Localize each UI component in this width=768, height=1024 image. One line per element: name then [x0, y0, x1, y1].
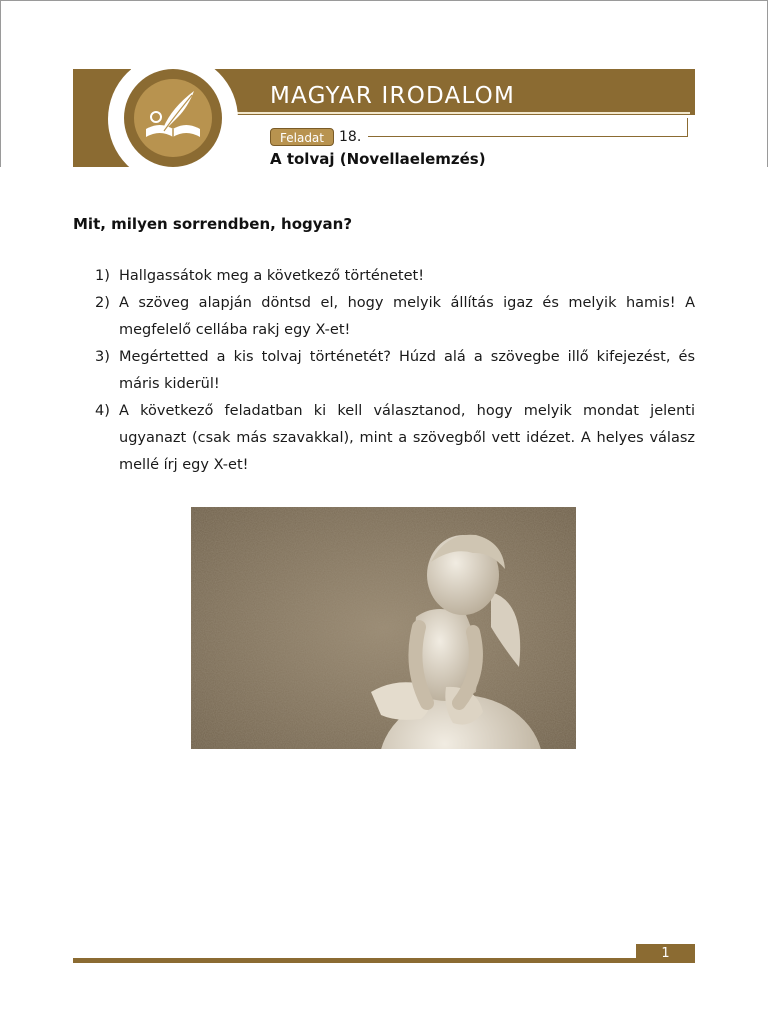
task-rule-tick	[687, 118, 688, 137]
instruction-item	[73, 344, 695, 398]
instruction-text: A szöveg alapján döntsd el, hogy melyik állítás igaz és melyik hamis! A megfelelő cellába rakj egy X-et!	[119, 295, 695, 338]
instruction-item	[73, 263, 695, 290]
instruction-number: 4)	[95, 403, 110, 419]
instruction-list	[73, 263, 695, 479]
instruction-text: A következő feladatban ki kell választanod, hogy melyik mondat jelenti ugyanazt (csak más szavakkal), mint a szövegből vett idézet. A helyes válasz mellé írj egy X-et!	[119, 403, 695, 473]
section-heading: Mit, milyen sorrendben, hogyan?	[73, 215, 353, 233]
task-rule	[368, 136, 687, 137]
task-number: 18.	[339, 129, 362, 145]
quill-book-icon	[134, 79, 212, 157]
footer-rule	[73, 958, 695, 963]
instruction-number: 1)	[95, 268, 110, 284]
instruction-number: 3)	[95, 349, 110, 365]
instruction-item	[73, 290, 695, 344]
instruction-text: Megértetted a kis tolvaj történetét? Húzd alá a szövegbe illő kifejezést, és máris kiderül!	[119, 349, 695, 392]
task-title: A tolvaj (Novellaelemzés)	[270, 150, 486, 168]
task-badge: Feladat	[270, 128, 334, 146]
header-title: MAGYAR IRODALOM	[270, 83, 515, 109]
instruction-item	[73, 398, 695, 479]
instruction-number: 2)	[95, 295, 110, 311]
header-band-line	[220, 112, 690, 114]
instruction-text: Hallgassátok meg a következő történetet!	[119, 268, 425, 284]
cherub-statue-photo	[191, 507, 576, 749]
page-number: 1	[636, 944, 695, 963]
